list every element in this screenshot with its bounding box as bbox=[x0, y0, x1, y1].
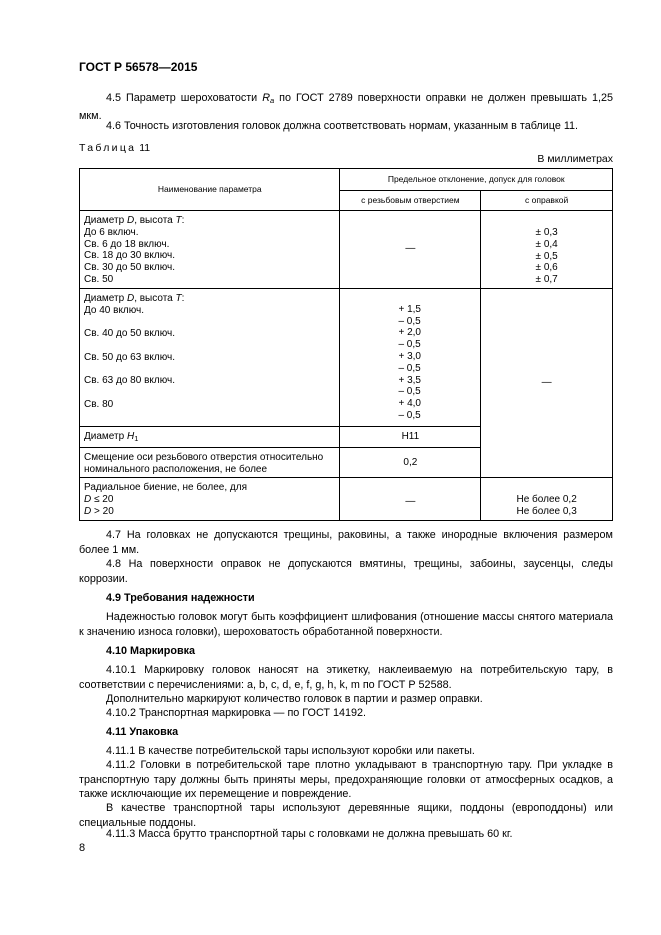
lower-deviation: – 0,5 bbox=[398, 409, 421, 421]
group1-row-label: Св. 6 до 18 включ. bbox=[84, 238, 170, 250]
section-heading-4-11: 4.11 Упаковка bbox=[106, 726, 179, 738]
group2-row-label: Св. 63 до 80 включ. bbox=[84, 375, 175, 387]
runout-mandrel-values bbox=[481, 478, 613, 520]
group1-row-label: Св. 50 bbox=[84, 273, 114, 285]
header-parameter: Наименование параметра bbox=[80, 169, 340, 211]
lower-deviation: – 0,5 bbox=[398, 362, 421, 374]
group1-row-label: До 6 включ. bbox=[84, 226, 139, 238]
upper-deviation: + 3,5 bbox=[398, 374, 421, 386]
group2-params bbox=[80, 288, 340, 426]
upper-deviation: + 1,5 bbox=[398, 303, 421, 315]
group1-params bbox=[80, 211, 340, 289]
table-row bbox=[80, 211, 613, 289]
group2-row-label: Св. 40 до 50 включ. bbox=[84, 328, 175, 340]
group1-row-label: Св. 30 до 50 включ. bbox=[84, 262, 175, 274]
lower-deviation: – 0,5 bbox=[398, 386, 421, 398]
page-number: 8 bbox=[79, 842, 86, 854]
table-caption: Таблица 11 bbox=[79, 142, 151, 154]
upper-deviation: + 3,0 bbox=[398, 350, 421, 362]
paragraph-4-6: 4.6 Точность изготовления головок должна соответствовать нормам, указанным в таблице 11. bbox=[106, 120, 579, 132]
group2-title: Диаметр D, высота T: bbox=[84, 292, 185, 304]
runout-params bbox=[80, 478, 340, 520]
section-heading-4-10: 4.10 Маркировка bbox=[106, 645, 196, 657]
group2-row-label: До 40 включ. bbox=[84, 304, 145, 316]
paragraph-4-10-1-extra: Дополнительно маркируют количество головок в партии и размер оправки. bbox=[106, 693, 483, 705]
paragraph-4-11-2: 4.11.2 Головки в потребительской таре плотно укладывают в транспортную тару. При укладке в транспортную тару должны быть приняты меры, предохраняющие головки от атмосферных осадков, а также исключающие их перемещение и повреждение. bbox=[79, 759, 613, 800]
standard-code-header: ГОСТ Р 56578—2015 bbox=[79, 60, 198, 74]
paragraph-4-8: 4.8 На поверхности оправок не допускаются вмятины, трещины, забоины, заусенцы, следы коррозии. bbox=[79, 558, 613, 585]
runout-mandrel-value: Не более 0,3 bbox=[516, 506, 577, 518]
runout-mandrel-value: Не более 0,2 bbox=[516, 494, 577, 506]
group1-mandrel-values bbox=[481, 211, 613, 289]
table-row bbox=[80, 478, 613, 520]
upper-deviation: + 4,0 bbox=[398, 398, 421, 410]
upper-deviation: + 2,0 bbox=[398, 327, 421, 339]
group2-threaded-values bbox=[340, 288, 481, 426]
group1-row-label: Св. 18 до 30 включ. bbox=[84, 250, 175, 262]
paragraph-4-10-2: 4.10.2 Транспортная маркировка — по ГОСТ 14192. bbox=[106, 707, 366, 719]
h1-value: H11 bbox=[340, 426, 481, 447]
tolerance-value: ± 0,4 bbox=[535, 238, 558, 250]
group2-row-label: Св. 80 bbox=[84, 398, 114, 410]
table-11 bbox=[79, 168, 613, 521]
header-threaded: с резьбовым отверстием bbox=[340, 191, 481, 211]
table-units: В миллиметрах bbox=[537, 153, 613, 165]
paragraph-4-5: 4.5 Параметр шероховатости $R_a$ по ГОСТ 2789 поверхности оправки не должен превышать 1,25 мкм. bbox=[79, 92, 613, 122]
header-mandrel: с оправкой bbox=[481, 191, 613, 211]
group1-threaded-value: — bbox=[340, 211, 481, 289]
tolerance-value: ± 0,7 bbox=[535, 274, 558, 286]
paragraph-4-11-3: 4.11.3 Масса брутто транспортной тары с головками не должна превышать 60 кг. bbox=[106, 828, 513, 840]
tolerance-value: ± 0,5 bbox=[535, 250, 558, 262]
group2-row-label: Св. 50 до 63 включ. bbox=[84, 351, 175, 363]
lower-deviation: – 0,5 bbox=[398, 339, 421, 351]
runout-row-label: D ≤ 20 bbox=[84, 494, 114, 506]
table-row bbox=[80, 288, 613, 426]
paragraph-4-9: Надежностью головок могут быть коэффициент шлифования (отношение массы снятого материала к значению износа головки), шероховатость обработанной поверхности. bbox=[79, 611, 613, 638]
tolerance-value: ± 0,6 bbox=[535, 262, 558, 274]
paragraph-4-7: 4.7 На головках не допускаются трещины, раковины, а также инородные включения размером более 1 мм. bbox=[79, 529, 613, 556]
h1-label: Диаметр $H_1$ bbox=[80, 426, 340, 447]
lower-deviation: – 0,5 bbox=[398, 315, 421, 327]
group2-mandrel-value: — bbox=[481, 288, 613, 478]
paragraph-4-10-1: 4.10.1 Маркировку головок наносят на этикетку, наклеиваемую на потребительскую тару, в соответствии с перечислениями: a, b, c, d, e, f, g, h, k, m по ГОСТ Р 52588. bbox=[79, 664, 613, 691]
offset-label: Смещение оси резьбового отверстия относительно номинального расположения, не более bbox=[80, 447, 340, 478]
runout-label: Радиальное биение, не более, для bbox=[84, 482, 247, 494]
header-deviation: Предельное отклонение, допуск для головок bbox=[340, 169, 613, 191]
runout-row-label: D > 20 bbox=[84, 505, 114, 517]
section-heading-4-9: 4.9 Требования надежности bbox=[106, 592, 255, 604]
group1-title: Диаметр D, высота T: bbox=[84, 215, 185, 226]
runout-threaded-value: — bbox=[340, 478, 481, 520]
paragraph-4-11-1: 4.11.1 В качестве потребительской тары используют коробки или пакеты. bbox=[106, 745, 475, 757]
tolerance-value: ± 0,3 bbox=[535, 227, 558, 238]
paragraph-4-11-2-extra: В качестве транспортной тары используют деревянные ящики, поддоны (европоддоны) или специальные поддоны. bbox=[79, 802, 613, 829]
offset-value: 0,2 bbox=[340, 447, 481, 478]
